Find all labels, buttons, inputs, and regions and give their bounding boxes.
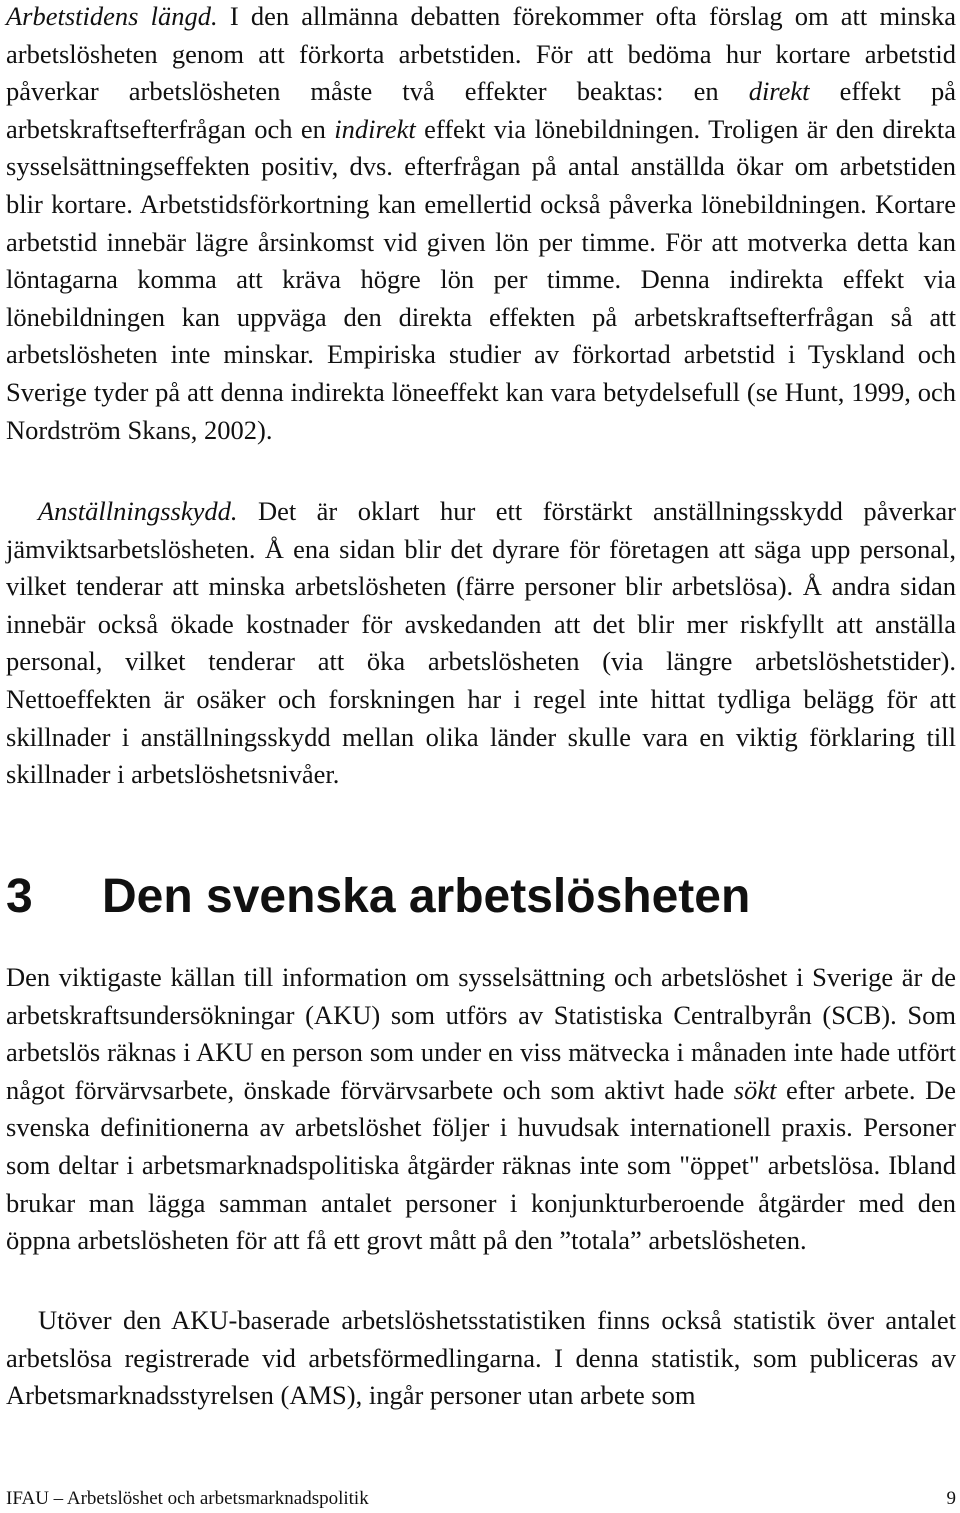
- section-title: Den svenska arbetslösheten: [102, 870, 751, 923]
- paragraph-arbetstidens-langd: [6, 0, 956, 449]
- paragraph-text: effekt via lönebildningen. Troligen är den direkta sysselsättningseffekten positiv, dvs. efterfrågan på antal anställda ökar om arbetstiden blir kortare. Arbetstidsförkortning kan emellertid också påverka lönebildningen. Kortare arbetstid innebär lägre årsinkomst vid given lön per timme. För att motverka detta kan löntagarna komma att kräva högre lön per timme. Denna indirekta effekt via lönebildningen kan uppväga den direkta effekten på arbetskraftsefterfrågan så att arbetslösheten inte minskar. Empiriska studier av förkortad arbetstid i Tyskland och Sverige tyder på att denna indirekta löneeffekt kan vara betydelsefull (se Hunt, 1999, och Nordström Skans, 2002).: [6, 113, 956, 445]
- footer-running-title: IFAU – Arbetslöshet och arbetsmarknadspolitik: [6, 1488, 369, 1509]
- paragraph-lead-in: Anställningsskydd.: [38, 496, 238, 526]
- page-footer: [6, 1487, 956, 1511]
- paragraph-aku-source: [6, 959, 956, 1260]
- paragraph-text: Den viktigaste källan till information om sysselsättning och arbetslöshet i Sverige är de arbetskraftsundersökningar (AKU) som utförs av Statistiska Centralbyrån (SCB). Som arbetslös räknas i AKU en person som under en viss mätvecka i månaden inte hade utfört något förvärvsarbete, önskade förvärvsarbete och som aktivt hade: [6, 962, 956, 1105]
- paragraph-text: Utöver den AKU-baserade arbetslöshetsstatistiken finns också statistik över antalet arbetslösa registrerade vid arbetsförmedlingarna. I denna statistik, som publiceras av Arbetsmarknadsstyrelsen (AMS), ingår personer utan arbete som: [6, 1305, 956, 1411]
- emphasis-indirekt: indirekt: [334, 113, 416, 144]
- paragraph-lead-in: Arbetstidens längd.: [6, 1, 218, 31]
- paragraph-text: I den allmänna debatten förekommer ofta förslag om att minska arbetslösheten genom att förkorta arbetstiden. För att bedöma hur kortare arbetstid påverkar arbetslösheten måste två effekter beaktas: en: [6, 1, 956, 107]
- paragraph-text: effekt på arbetskraftsefterfrågan och en: [6, 76, 956, 144]
- footer-page-number: 9: [946, 1488, 956, 1509]
- section-heading: [6, 865, 956, 929]
- paragraph-text: Det är oklart hur ett förstärkt anställningsskydd påverkar jämviktsarbetslösheten. Å ena sidan blir det dyrare för företagen att säga upp personal, vilket tenderar att minska arbetslösheten (färre personer blir arbetslösa). Å andra sidan innebär också ökade kostnader för avskedanden att det blir mer riskfyllt att anställa personal, vilket tenderar att öka arbetslösheten (via längre arbetslöshetstider). Nettoeffekten är osäker och forskningen har i regel inte hittat tydliga belägg för att skillnader i anställningsskydd mellan olika länder skulle vara en viktig förklaring till skillnader i arbetslöshetsnivåer.: [6, 496, 956, 790]
- emphasis-sokt: sökt: [733, 1074, 777, 1105]
- paragraph-anstallningsskydd: [6, 493, 956, 794]
- paragraph-text: efter arbete. De svenska definitionerna av arbetslöshet följer i huvudsak internationell praxis. Personer som deltar i arbetsmarknadspolitiska åtgärder räknas inte som "öppet" arbetslösa. Ibland brukar man lägga samman antalet personer i konjunkturberoende åtgärder med den öppna arbetslösheten för att få ett grovt mått på den ”totala” arbetslösheten.: [6, 1074, 956, 1256]
- emphasis-direkt: direkt: [748, 76, 810, 107]
- section-number: 3: [6, 870, 33, 923]
- paragraph-ams-statistics: [6, 1302, 956, 1415]
